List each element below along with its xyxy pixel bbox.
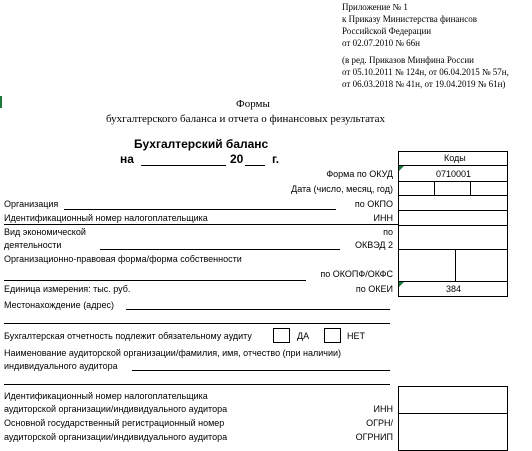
okpo-label: по ОКПО — [354, 199, 393, 209]
location-label: Местонахождение (адрес) — [4, 300, 114, 310]
audit-no-label: НЕТ — [347, 331, 365, 341]
okopf-label: по ОКОПФ/ОКФС — [320, 269, 393, 279]
okei-value[interactable]: 384 — [446, 284, 462, 294]
forms-title: Формы — [236, 98, 270, 110]
cell-marker — [399, 166, 404, 171]
inn-code-label: ИНН — [373, 213, 393, 223]
date-day-month-line[interactable] — [141, 165, 226, 166]
auditor-inn-label-2: аудиторской организации/индивидуального аудитора — [4, 404, 228, 414]
codes-row-sep — [398, 249, 508, 250]
auditor-inn-label-1: Идентификационный номер налогоплательщика — [4, 391, 208, 401]
codes-row-sep — [398, 181, 508, 182]
balance-on-label: на — [120, 152, 134, 166]
organization-field[interactable] — [64, 209, 336, 210]
appendix-line-4: от 02.07.2010 № 66н — [342, 38, 420, 48]
codes-row-sep — [398, 210, 508, 211]
codes-row-sep — [398, 281, 508, 282]
inn-divider — [4, 224, 398, 225]
location-field-2[interactable] — [4, 323, 390, 324]
audit-question-label: Бухгалтерская отчетность подлежит обязательному аудиту — [4, 331, 252, 341]
balance-year-suffix: г. — [272, 152, 280, 166]
audit-yes-checkbox[interactable] — [273, 328, 290, 343]
date-label: Дата (число, месяц, год) — [291, 184, 393, 194]
ogrn-label-2: аудиторской организации/индивидуального аудитора — [4, 432, 228, 442]
auditor-codes-table — [398, 386, 508, 451]
audit-no-checkbox[interactable] — [324, 328, 341, 343]
auditor-name-label-1: Наименование аудиторской организации/фамилия, имя, отчество (при наличии) — [4, 348, 342, 358]
date-year-line[interactable] — [245, 165, 265, 166]
auditor-inn-code-label: ИНН — [373, 404, 393, 414]
okud-value[interactable]: 0710001 — [436, 169, 472, 179]
okud-label: Форма по ОКУД — [326, 169, 393, 179]
activity-label-2: деятельности — [4, 240, 62, 250]
appendix-line-1: Приложение № 1 — [342, 2, 408, 12]
auditor-codes-row-sep — [398, 413, 508, 414]
unit-label: Единица измерения: тыс. руб. — [4, 284, 131, 294]
appendix-line-2: к Приказу Министерства финансов — [342, 14, 477, 24]
inn-label: Идентификационный номер налогоплательщика — [4, 213, 208, 223]
activity-po-label: по — [383, 227, 393, 237]
codes-col-sep — [455, 249, 456, 281]
edition-line-3: от 06.03.2018 № 41н, от 19.04.2019 № 61н) — [342, 79, 506, 89]
ogrn-label-1: Основной государственный регистрационный номер — [4, 418, 225, 428]
auditor-name-field[interactable] — [132, 370, 390, 371]
okei-label: по ОКЕИ — [355, 284, 393, 294]
codes-row-sep — [398, 225, 508, 226]
ogrn-code-label: ОГРН/ — [366, 418, 393, 428]
edition-line-2: от 05.10.2011 № 124н, от 06.04.2015 № 57н, — [342, 67, 509, 77]
balance-year-prefix: 20 — [230, 152, 244, 166]
edition-line-1: (в ред. Приказов Минфина России — [342, 55, 474, 65]
codes-col-sep — [434, 181, 435, 195]
codes-row-sep — [398, 195, 508, 196]
appendix-line-3: Российской Федерации — [342, 26, 432, 36]
cell-marker — [399, 282, 404, 287]
auditor-name-label-2: индивидуального аудитора — [4, 361, 118, 371]
legal-form-field[interactable] — [4, 280, 306, 281]
codes-col-sep — [470, 181, 471, 195]
balance-title: Бухгалтерский баланс — [134, 137, 269, 151]
activity-field[interactable] — [100, 249, 340, 250]
auditor-name-field-2[interactable] — [4, 384, 390, 385]
edge-marker — [0, 96, 2, 108]
ogrnip-code-label: ОГРНИП — [355, 432, 393, 442]
audit-yes-label: ДА — [297, 331, 310, 341]
activity-label-1: Вид экономической — [4, 227, 86, 237]
legal-form-label: Организационно-правовая форма/форма собственности — [4, 254, 242, 264]
location-field[interactable] — [126, 309, 390, 310]
codes-header: Коды — [444, 153, 466, 163]
forms-subtitle: бухгалтерского баланса и отчета о финансовых результатах — [106, 113, 386, 125]
codes-row-sep — [398, 165, 508, 166]
okved-label: ОКВЭД 2 — [354, 240, 393, 250]
organization-label: Организация — [4, 199, 59, 209]
